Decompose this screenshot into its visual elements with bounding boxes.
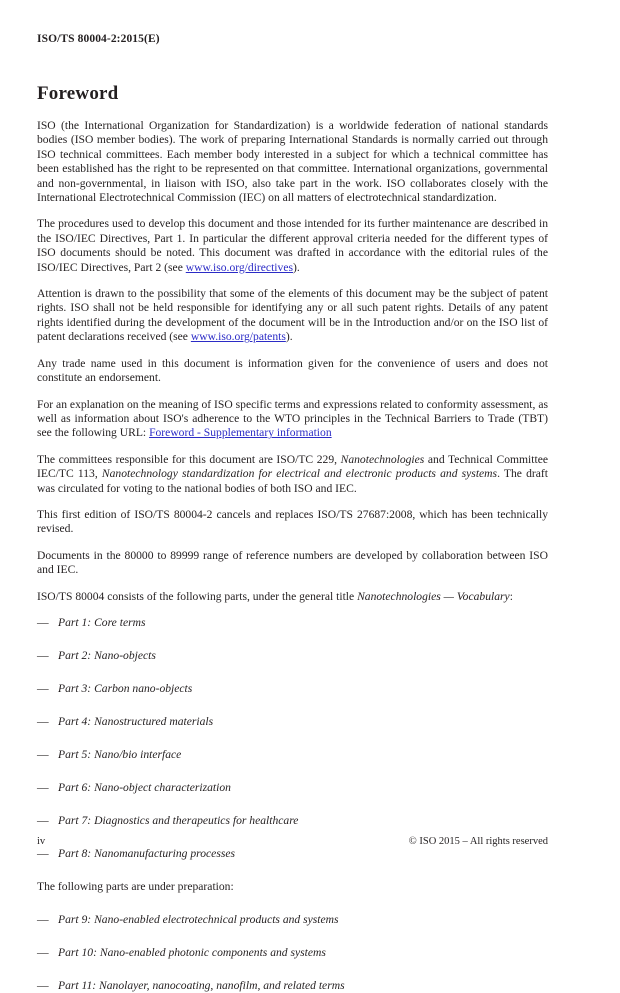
- paragraph-iso-description: ISO (the International Organization for Standardization) is a worldwide federation of national standards bodies (ISO member bodies). The work of preparing International Standards is normally carried out through ISO technical committees. Each member body interested in a subject for which a technical committee has been established has the right to be represented on that committee. International organizations, governmental and non-governmental, in liaison with ISO, also take part in the work. ISO collaborates closely with the International Electrotechnical Commission (IEC) on all matters of electrotechnical standardization.: [37, 119, 548, 205]
- document-body: [37, 119, 548, 993]
- em-dash-icon: —: [37, 978, 49, 992]
- list-item-label: Part 9: Nano-enabled electrotechnical products and systems: [58, 912, 339, 926]
- em-dash-icon: —: [37, 714, 49, 728]
- list-item: [37, 946, 548, 960]
- list-item-label: Part 7: Diagnostics and therapeutics for healthcare: [58, 813, 299, 827]
- em-dash-icon: —: [37, 681, 49, 695]
- list-item-label: Part 2: Nano-objects: [58, 648, 156, 662]
- paragraph-patent-text-a: Attention is drawn to the possibility that some of the elements of this document may be the subject of patent rights. ISO shall not be held responsible for identifying any or all such patent rights. Details of any patent rights identified during the development of the document will be in the Introduction and/or on the ISO list of patent declarations received (see: [37, 287, 548, 344]
- paragraph-procedures-text-b: ).: [292, 260, 300, 274]
- link-iso-directives[interactable]: www.iso.org/directives: [185, 260, 293, 274]
- paragraph-patent-text-b: ).: [285, 330, 293, 344]
- em-dash-icon: —: [37, 780, 49, 794]
- title-iec-tc113-scope: Nanotechnology standardization for electrical and electronic products and systems: [101, 467, 498, 481]
- list-item: [37, 616, 548, 630]
- em-dash-icon: —: [37, 846, 49, 860]
- preparation-parts-list: [37, 913, 548, 993]
- list-item-label: Part 10: Nano-enabled photonic components and systems: [58, 945, 326, 959]
- paragraph-parts-intro-text-a: ISO/TS 80004 consists of the following parts, under the general title: [37, 589, 358, 603]
- title-nanotechnologies-vocabulary: Nanotechnologies — Vocabulary: [357, 589, 510, 603]
- list-item: [37, 913, 548, 927]
- em-dash-icon: —: [37, 615, 49, 629]
- list-item-label: Part 1: Core terms: [58, 615, 146, 629]
- paragraph-procedures: [37, 217, 548, 275]
- em-dash-icon: —: [37, 648, 49, 662]
- link-foreword-supplementary-information[interactable]: Foreword - Supplementary information: [149, 426, 332, 440]
- list-item: [37, 979, 548, 993]
- paragraph-procedures-text-a: The procedures used to develop this document and those intended for its further maintenance are described in the ISO/IEC Directives, Part 1. In particular the different approval criteria needed for the different types of ISO documents should be noted. This document was drafted in accordance with the editorial rules of the ISO/IEC Directives, Part 2 (see: [37, 217, 548, 274]
- list-item-label: Part 3: Carbon nano-objects: [58, 681, 193, 695]
- paragraph-committees-text-b: and Technical Committee IEC/TC 113,: [37, 452, 548, 481]
- list-item: [37, 715, 548, 729]
- list-item-label: Part 4: Nanostructured materials: [58, 714, 214, 728]
- list-item: [37, 682, 548, 696]
- em-dash-icon: —: [37, 912, 49, 926]
- page-footer: [37, 836, 548, 852]
- paragraph-patent-rights: [37, 287, 548, 345]
- title-nanotechnologies: Nanotechnologies: [340, 452, 425, 466]
- paragraph-committees-text-c: . The draft was circulated for voting to the national bodies of both ISO and IEC.: [37, 467, 548, 495]
- paragraph-parts-intro-text-b: :: [509, 589, 513, 603]
- list-item-label: Part 5: Nano/bio interface: [58, 747, 182, 761]
- list-item: [37, 781, 548, 795]
- paragraph-parts-preparation-intro: The following parts are under preparation:: [37, 879, 234, 893]
- footer-page-number: iv: [37, 836, 46, 847]
- em-dash-icon: —: [37, 813, 49, 827]
- list-item-label: Part 6: Nano-object characterization: [58, 780, 231, 794]
- paragraph-conformity-text: For an explanation on the meaning of ISO specific terms and expressions related to conformity assessment, as well as information about ISO's adherence to the WTO principles in the Technical Barriers to Trade (TBT) see the following URL:: [37, 397, 548, 440]
- list-item: [37, 649, 548, 663]
- running-header: ISO/TS 80004-2:2015(E): [37, 33, 160, 45]
- link-iso-patents[interactable]: www.iso.org/patents: [190, 330, 286, 344]
- paragraph-committees: [37, 453, 548, 496]
- page-title: Foreword: [37, 83, 119, 104]
- paragraph-first-edition: This first edition of ISO/TS 80004-2 cancels and replaces ISO/TS 27687:2008, which has been technically revised.: [37, 507, 548, 536]
- footer-copyright: © ISO 2015 – All rights reserved: [408, 836, 548, 847]
- list-item: [37, 748, 548, 762]
- paragraph-trade-name: Any trade name used in this document is information given for the convenience of users and does not constitute an endorsement.: [37, 356, 548, 385]
- list-item-label: Part 11: Nanolayer, nanocoating, nanofilm, and related terms: [58, 978, 345, 992]
- paragraph-parts-intro: [37, 590, 548, 604]
- list-item-label: Part 8: Nanomanufacturing processes: [58, 846, 236, 860]
- em-dash-icon: —: [37, 945, 49, 959]
- published-parts-list: [37, 616, 548, 861]
- paragraph-committees-text-a: The committees responsible for this document are ISO/TC 229,: [37, 452, 341, 466]
- paragraph-conformity-assessment: [37, 398, 548, 441]
- list-item: [37, 814, 548, 828]
- paragraph-reference-numbers: Documents in the 80000 to 89999 range of reference numbers are developed by collaboration between ISO and IEC.: [37, 548, 548, 577]
- em-dash-icon: —: [37, 747, 49, 761]
